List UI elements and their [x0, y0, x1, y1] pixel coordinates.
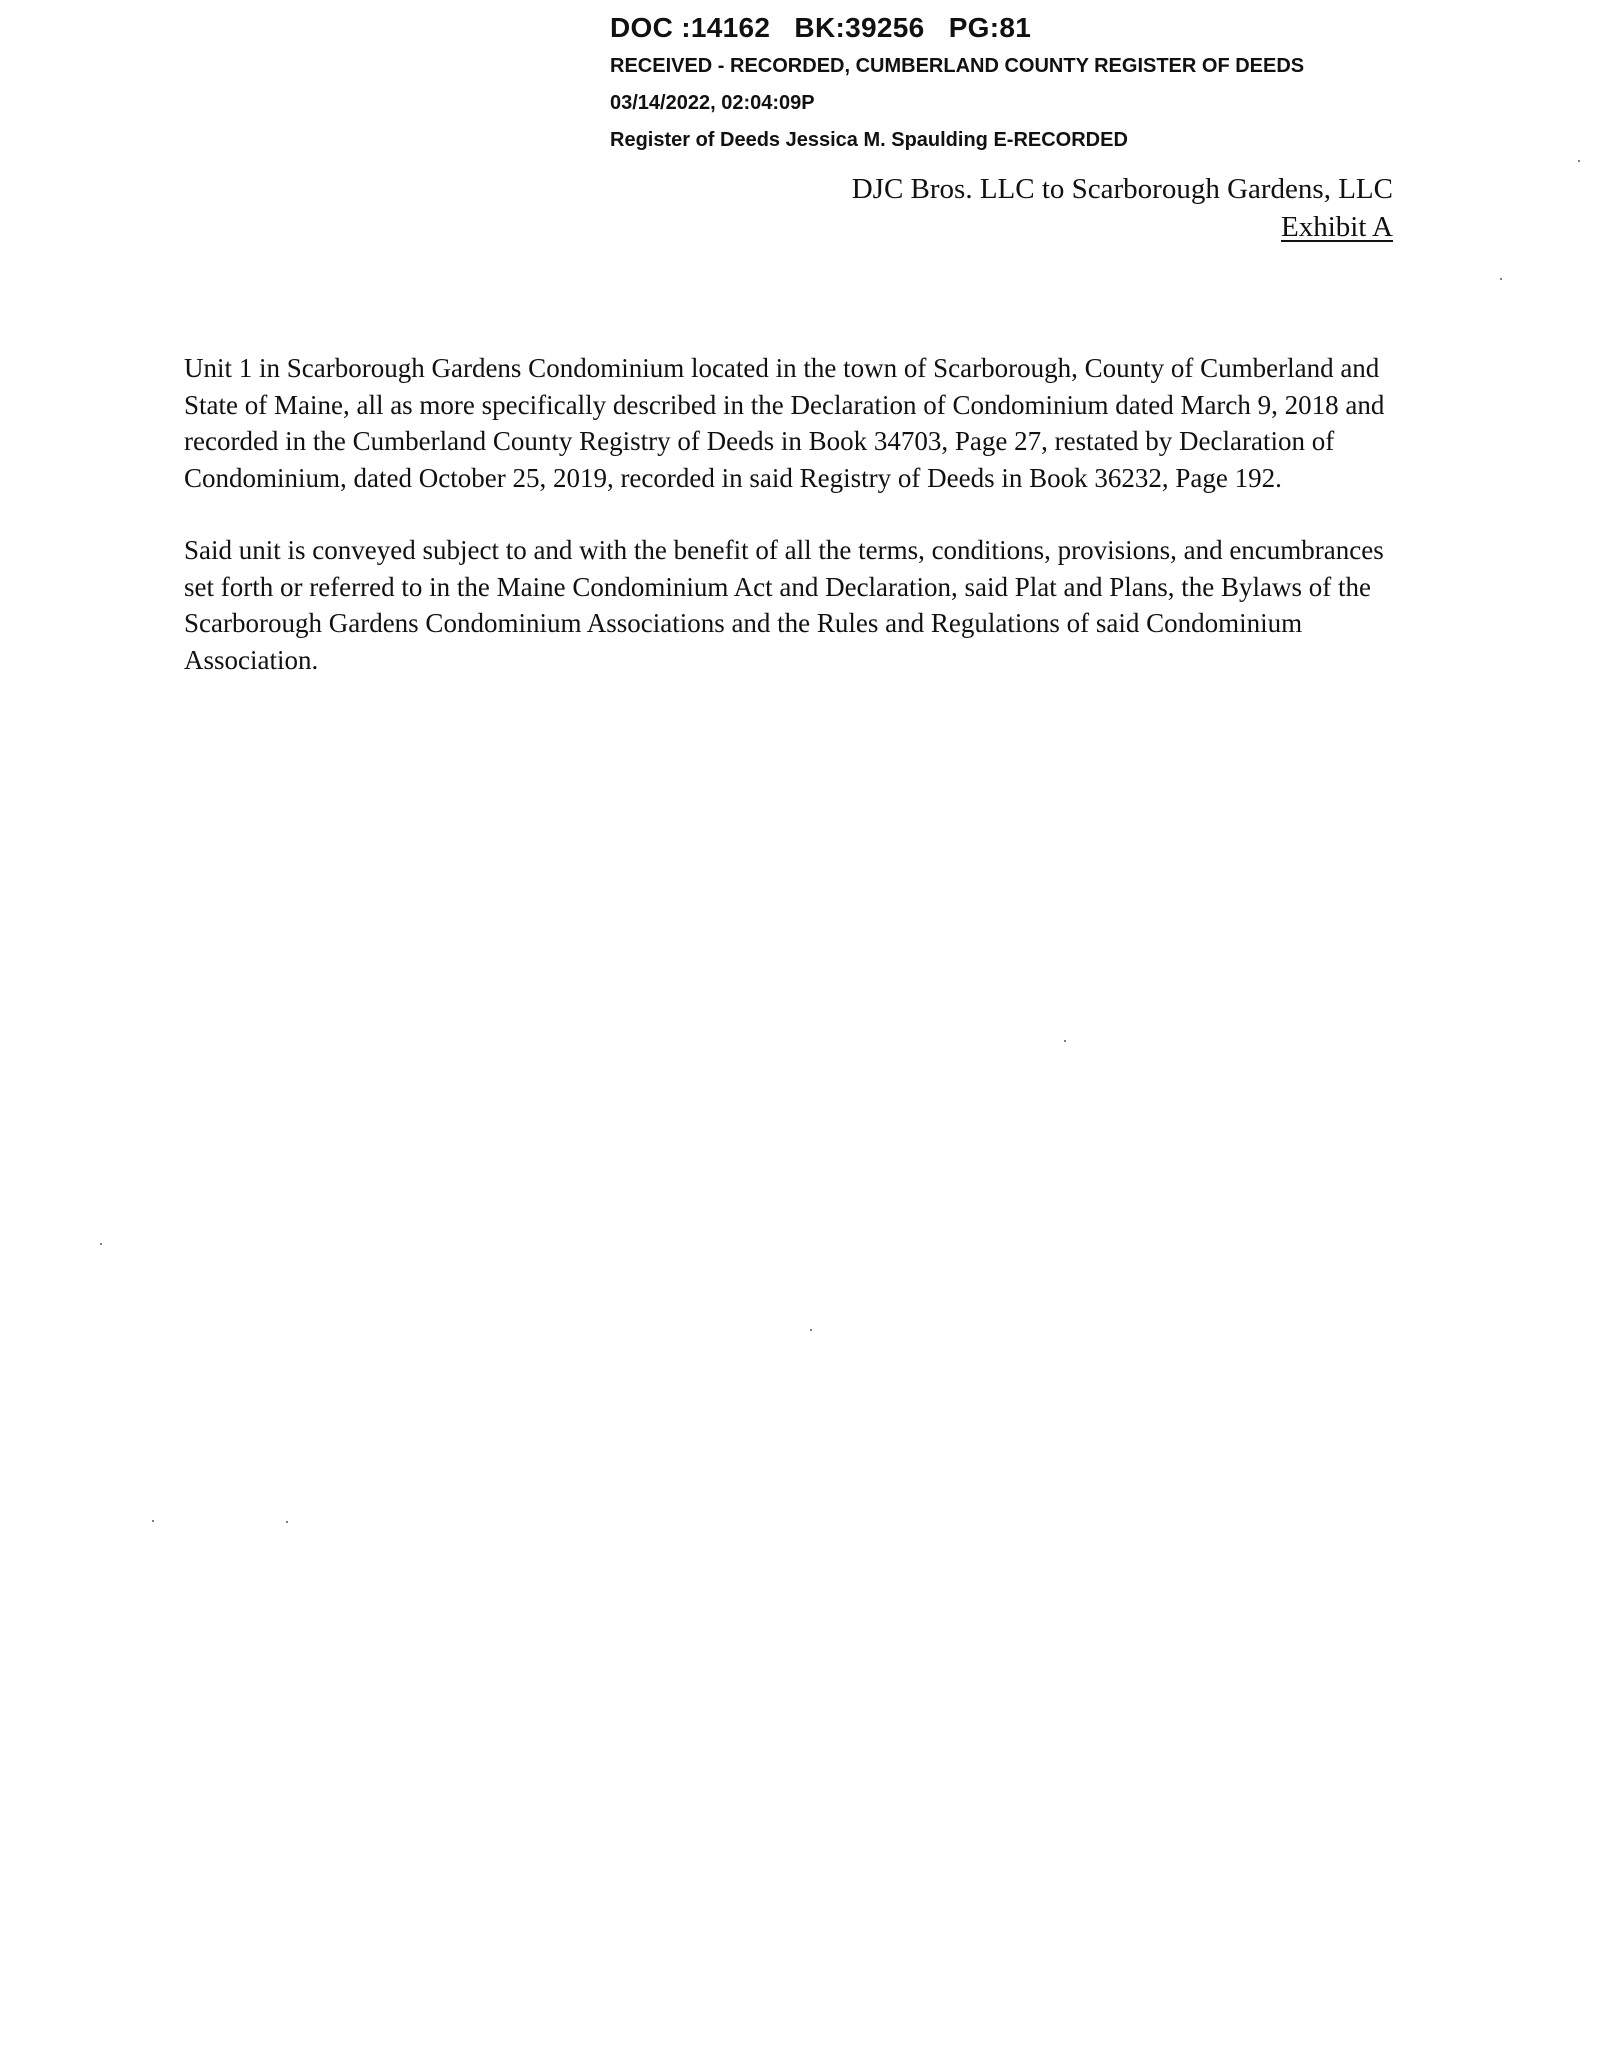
conveyance-terms-paragraph: Said unit is conveyed subject to and with the benefit of all the terms, conditions, provisions, and encumbrances set forth or referred to in the Maine Condominium Act and Declaration, said Plat and Plans, the Bylaws of the Scarborough Gardens Condominium Associations and the Rules and Regulations of said Condominium Association.: [184, 535, 1384, 675]
exhibit-title: Exhibit A: [1281, 211, 1393, 243]
recording-datetime: 03/14/2022, 02:04:09P: [610, 92, 815, 114]
received-recorded-line: RECEIVED - RECORDED, CUMBERLAND COUNTY REGISTER OF DEEDS: [610, 55, 1305, 77]
scan-speck: [810, 1329, 812, 1331]
scan-speck: [1578, 160, 1580, 162]
scan-speck: [1064, 1040, 1066, 1042]
scan-speck: [152, 1520, 154, 1522]
scan-speck: [100, 1243, 102, 1245]
scan-speck: [1500, 278, 1502, 280]
parties-line: DJC Bros. LLC to Scarborough Gardens, LLC: [851, 173, 1393, 205]
doc-book-page-line: DOC :14162 BK:39256 PG:81: [610, 12, 1032, 43]
scan-speck: [286, 1521, 288, 1523]
recording-stamp: [610, 8, 1570, 159]
legal-description: [184, 350, 1394, 714]
exhibit-heading: [852, 170, 1393, 246]
register-of-deeds-line: Register of Deeds Jessica M. Spaulding E-RECORDED: [610, 129, 1128, 151]
unit-description-paragraph: Unit 1 in Scarborough Gardens Condominium located in the town of Scarborough, County of Cumberland and State of Maine, all as more specifically described in the Declaration of Condominium dated March 9, 2018 and recorded in the Cumberland County Registry of Deeds in Book 34703, Page 27, restated by Declaration of Condominium, dated October 25, 2019, recorded in said Registry of Deeds in Book 36232, Page 192.: [184, 353, 1385, 493]
